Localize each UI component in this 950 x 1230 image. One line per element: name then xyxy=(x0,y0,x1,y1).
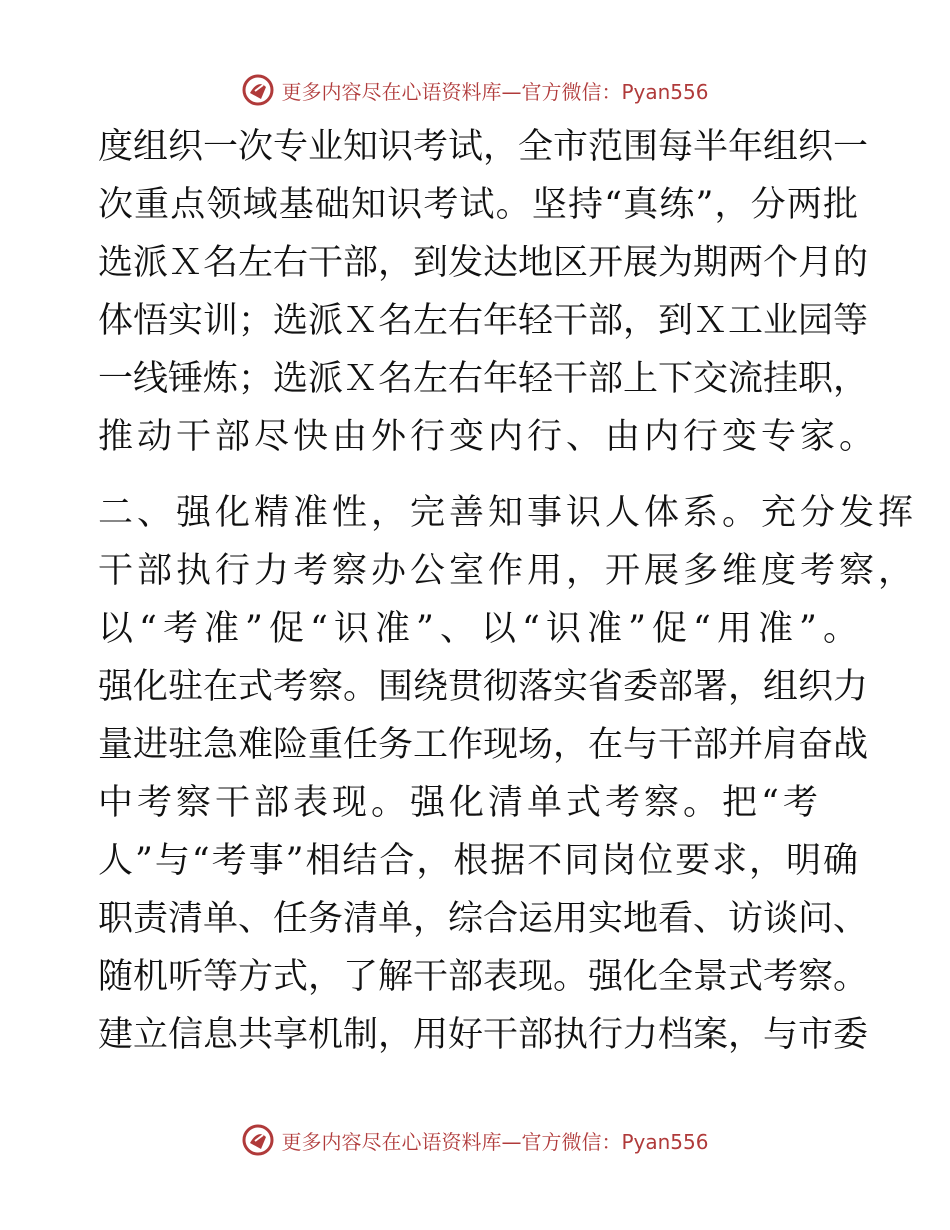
body-line: 一线锤炼；选派Ｘ名左右年轻干部上下交流挂职， xyxy=(98,359,869,399)
footer-banner xyxy=(0,1120,950,1160)
header-banner xyxy=(0,70,950,110)
body-line: 强化驻在式考察。围绕贯彻落实省委部署，组织力 xyxy=(98,667,869,707)
header-banner-text: 更多内容尽在心语资料库—官方微信：Pyan556 xyxy=(281,79,709,104)
seal-logo-icon xyxy=(241,1123,275,1157)
body-line: 选派Ｘ名左右干部，到发达地区开展为期两个月的 xyxy=(98,243,869,283)
body-line: 推动干部尽快由外行变内行、由内行变专家。 xyxy=(98,417,879,457)
body-line: 度组织一次专业知识考试，全市范围每半年组织一 xyxy=(98,127,869,167)
body-line: 随机听等方式，了解干部表现。强化全景式考察。 xyxy=(98,957,869,997)
body-line: 体悟实训；选派Ｘ名左右年轻干部，到Ｘ工业园等 xyxy=(98,301,869,341)
seal-logo-icon xyxy=(241,73,275,107)
section-heading-line: 二、强化精准性，完善知事识人体系。充分发挥 xyxy=(98,493,918,533)
body-line: 人”与“考事”相结合，根据不同岗位要求，明确 xyxy=(98,841,858,881)
body-line: 建立信息共享机制，用好干部执行力档案，与市委 xyxy=(98,1015,869,1055)
footer-banner-text: 更多内容尽在心语资料库—官方微信：Pyan556 xyxy=(281,1129,709,1154)
body-line: 以“考准”促“识准”、以“识准”促“用准”。 xyxy=(98,609,858,649)
body-line: 职责清单、任务清单，综合运用实地看、访谈问、 xyxy=(98,899,869,939)
body-line: 干部执行力考察办公室作用，开展多维度考察， xyxy=(98,551,918,591)
body-line: 量进驻急难险重任务工作现场，在与干部并肩奋战 xyxy=(98,725,869,765)
body-line: 中考察干部表现。强化清单式考察。把“考 xyxy=(98,783,822,823)
body-line: 次重点领域基础知识考试。坚持“真练”，分两批 xyxy=(98,185,858,225)
document-body xyxy=(98,118,918,1064)
